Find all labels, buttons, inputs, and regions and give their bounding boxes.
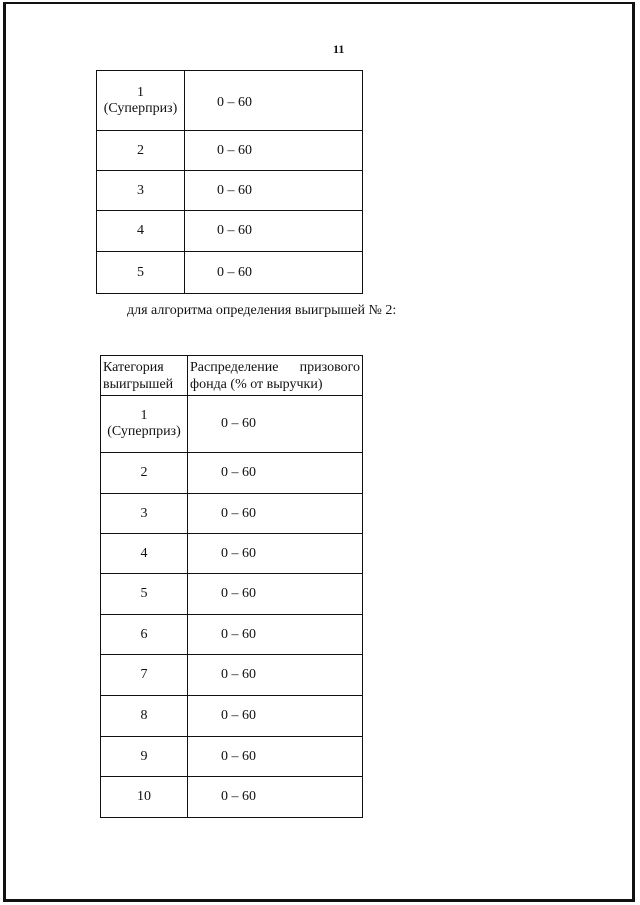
category-note: (Суперприз): [107, 424, 181, 439]
distribution-value: 0 – 60: [185, 71, 363, 131]
table-row: [101, 777, 363, 818]
table-row: [101, 696, 363, 737]
category-cell: 4: [101, 534, 188, 574]
prize-distribution-table-1: [96, 70, 363, 294]
table-row: [101, 396, 363, 453]
category-number: 1: [140, 408, 148, 423]
distribution-value: 0 – 60: [188, 737, 363, 777]
table-row: [101, 737, 363, 777]
category-cell: 10: [101, 777, 188, 818]
category-cell: 3: [97, 171, 185, 211]
page-number: 11: [333, 42, 345, 56]
table-row: [97, 131, 363, 171]
category-cell: 2: [97, 131, 185, 171]
prize-distribution-table-2: [100, 355, 363, 818]
category-cell: 8: [101, 696, 188, 737]
table-row: [101, 494, 363, 534]
category-cell: [97, 71, 185, 131]
category-note: (Суперприз): [103, 100, 178, 116]
category-number: 1: [137, 84, 144, 100]
header-category-line2: выигрышей: [103, 376, 174, 392]
header-distribution-line1: Распределение призового: [190, 359, 360, 375]
table-row: [101, 574, 363, 615]
distribution-value: 0 – 60: [188, 696, 363, 737]
table-row: [97, 252, 363, 294]
distribution-value: 0 – 60: [188, 396, 363, 453]
category-cell: 5: [97, 252, 185, 294]
distribution-value: 0 – 60: [188, 574, 363, 615]
table-row: [101, 453, 363, 494]
distribution-value: 0 – 60: [188, 615, 363, 655]
category-cell: 5: [101, 574, 188, 615]
category-cell: [101, 396, 188, 453]
category-cell: 2: [101, 453, 188, 494]
table-row: [101, 615, 363, 655]
category-cell: 4: [97, 211, 185, 252]
table-row: [97, 71, 363, 131]
distribution-value: 0 – 60: [185, 131, 363, 171]
distribution-value: 0 – 60: [188, 453, 363, 494]
column-header-category: [101, 356, 188, 396]
table-row: [101, 534, 363, 574]
header-distribution-line2: фонда (% от выручки): [190, 376, 323, 392]
category-cell: 6: [101, 615, 188, 655]
table-header-row: [101, 356, 363, 396]
column-header-distribution: [188, 356, 363, 396]
distribution-value: 0 – 60: [188, 655, 363, 696]
table-row: [101, 655, 363, 696]
distribution-value: 0 – 60: [185, 171, 363, 211]
distribution-value: 0 – 60: [188, 494, 363, 534]
distribution-value: 0 – 60: [185, 252, 363, 294]
table-row: [97, 211, 363, 252]
distribution-value: 0 – 60: [185, 211, 363, 252]
category-cell: 3: [101, 494, 188, 534]
category-cell: 7: [101, 655, 188, 696]
distribution-value: 0 – 60: [188, 777, 363, 818]
category-cell: 9: [101, 737, 188, 777]
algorithm-caption: для алгоритма определения выигрышей № 2:: [127, 303, 397, 318]
header-category-line1: Категория: [103, 359, 164, 375]
table-row: [97, 171, 363, 211]
distribution-value: 0 – 60: [188, 534, 363, 574]
